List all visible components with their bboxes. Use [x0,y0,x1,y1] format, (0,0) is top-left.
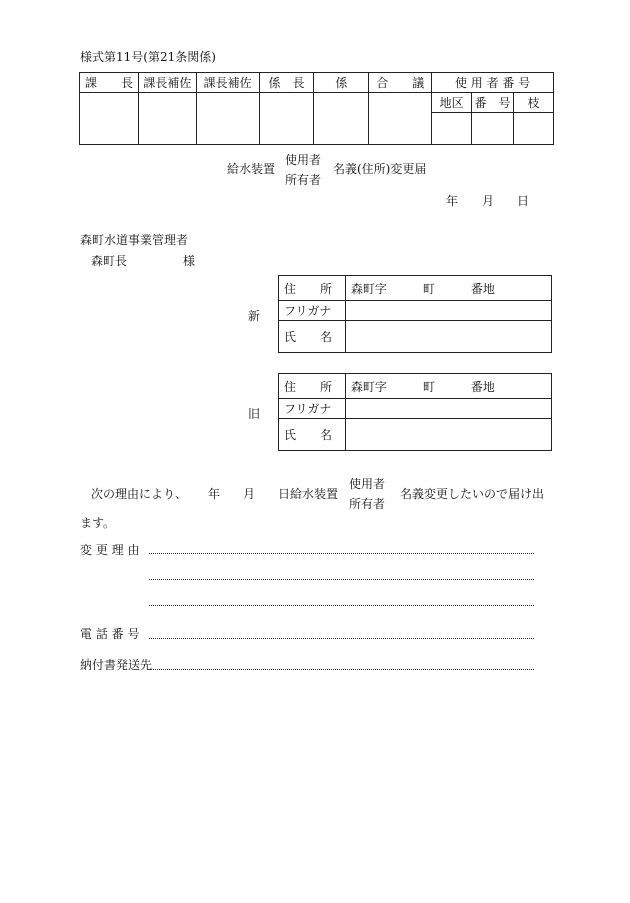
old-address-label: 住 所 [279,374,346,399]
old-furigana-field[interactable] [345,399,551,419]
approval-col-kakari: 係 [314,73,369,93]
invoice-line[interactable] [149,669,534,670]
user-number-header: 使 用 者 番 号 [432,73,554,93]
new-info-table [278,275,552,353]
title-prefix: 給水装置 [227,162,276,176]
statement-continuation: ます。 [80,516,116,530]
old-address-field[interactable]: 森町字 町 番地 [345,374,551,399]
old-label: 旧 [248,407,261,421]
stamp-box-kakaricho[interactable] [259,93,314,145]
sub-header-district: 地区 [432,93,472,113]
new-name-field[interactable] [345,321,551,353]
approval-col-kakaricho: 係 長 [259,73,314,93]
statement-owner: 所有者 [349,497,386,511]
addressee-org: 森町水道事業管理者 [80,233,189,247]
new-address-field[interactable]: 森町字 町 番地 [345,276,551,301]
title-user: 使用者 [285,153,322,167]
statement-year: 年 [208,487,221,501]
number-field[interactable] [472,113,514,145]
stamp-box-kakari[interactable] [314,93,369,145]
old-info-table [278,373,552,451]
phone-label: 電 話 番 号 [80,627,140,641]
sub-header-branch: 枝 [514,93,554,113]
old-name-field[interactable] [345,419,551,451]
new-address-label: 住 所 [279,276,346,301]
new-name-label: 氏 名 [279,321,346,353]
stamp-box-hosa-2[interactable] [196,93,259,145]
new-label: 新 [248,309,261,323]
reason-label: 変 更 理 由 [80,543,140,557]
approval-col-hosa-1: 課長補佐 [138,73,196,93]
reason-line-1[interactable] [149,553,534,554]
sub-header-number: 番 号 [472,93,514,113]
statement-user: 使用者 [349,477,386,491]
approval-col-kacho: 課 長 [80,73,139,93]
approval-col-gogi: 合 議 [369,73,432,93]
old-furigana-label: フリガナ [279,399,346,419]
stamp-box-kacho[interactable] [80,93,139,145]
title-owner: 所有者 [285,173,322,187]
title-suffix: 名義(住所)変更届 [333,162,427,176]
reason-line-2[interactable] [149,579,534,580]
date-year: 年 [446,194,459,208]
approval-col-hosa-2: 課長補佐 [196,73,259,93]
stamp-box-gogi[interactable] [369,93,432,145]
district-field[interactable] [432,113,472,145]
date-day: 日 [517,194,530,208]
invoice-label: 納付書発送先 [80,658,153,672]
form-number: 様式第11号(第21条関係) [80,50,216,64]
addressee-name: 森町長 [91,254,128,268]
statement-part1: 次の理由により、 [91,487,188,501]
new-furigana-field[interactable] [345,301,551,321]
addressee-honorific: 様 [183,254,196,268]
old-name-label: 氏 名 [279,419,346,451]
statement-month: 月 [243,487,256,501]
reason-line-3[interactable] [149,605,534,606]
stamp-box-hosa-1[interactable] [138,93,196,145]
phone-line[interactable] [149,638,534,639]
new-furigana-label: フリガナ [279,301,346,321]
date-month: 月 [482,194,495,208]
statement-part2: 日給水装置 [278,487,339,501]
statement-part3: 名義変更したいので届け出 [400,487,545,501]
branch-field[interactable] [514,113,554,145]
approval-table [79,72,554,145]
